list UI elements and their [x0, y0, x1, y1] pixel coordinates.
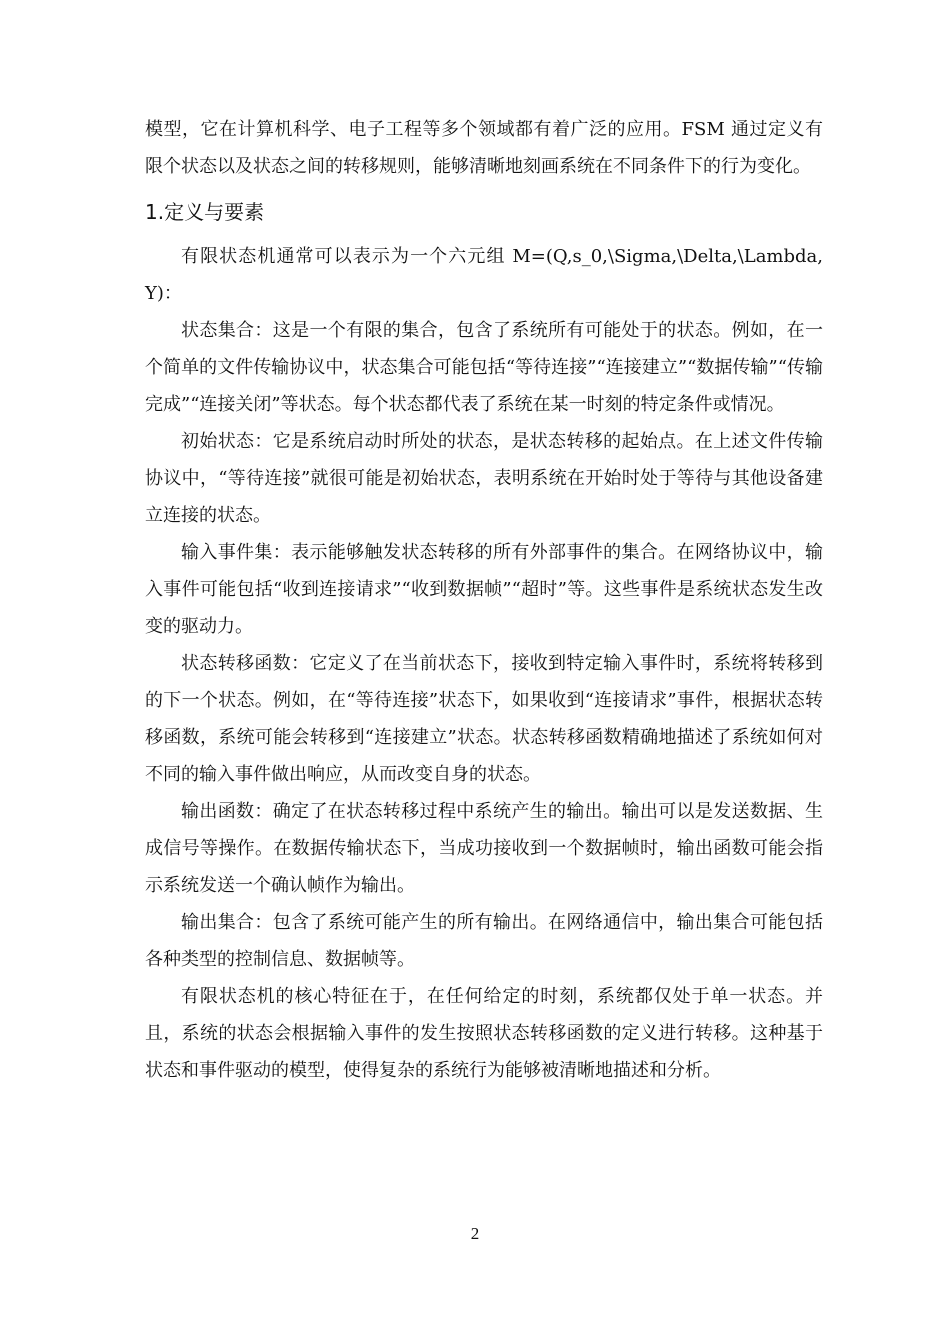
paragraph-transition-function: 状态转移函数：它定义了在当前状态下，接收到特定输入事件时，系统将转移到的下一个状态。例如，在“等待连接”状态下，如果收到“连接请求”事件，根据状态转移函数，系统可能会转移到“连接建立”状态。状态转移函数精确地描述了系统如何对不同的输入事件做出响应，从而改变自身的状态。 — [145, 653, 823, 785]
intro-paragraph: 模型，它在计算机科学、电子工程等多个领域都有着广泛的应用。FSM 通过定义有限个状态以及状态之间的转移规则，能够清晰地刻画系统在不同条件下的行为变化。 — [145, 119, 823, 177]
paragraph-six-tuple: 有限状态机通常可以表示为一个六元组 M=(Q,s_0,\Sigma,\Delta,\Lambda,Y)： — [145, 246, 823, 304]
page-body — [145, 111, 823, 1089]
paragraph-output-set: 输出集合：包含了系统可能产生的所有输出。在网络通信中，输出集合可能包括各种类型的控制信息、数据帧等。 — [145, 912, 823, 970]
paragraph-output-function: 输出函数：确定了在状态转移过程中系统产生的输出。输出可以是发送数据、生成信号等操作。在数据传输状态下，当成功接收到一个数据帧时，输出函数可能会指示系统发送一个确认帧作为输出。 — [145, 801, 823, 896]
paragraph-initial-state: 初始状态：它是系统启动时所处的状态，是状态转移的起始点。在上述文件传输协议中，“等待连接”就很可能是初始状态，表明系统在开始时处于等待与其他设备建立连接的状态。 — [145, 431, 823, 526]
paragraph-input-events: 输入事件集：表示能够触发状态转移的所有外部事件的集合。在网络协议中，输入事件可能包括“收到连接请求”“收到数据帧”“超时”等。这些事件是系统状态发生改变的驱动力。 — [145, 542, 823, 637]
paragraph-core-feature: 有限状态机的核心特征在于，在任何给定的时刻，系统都仅处于单一状态。并且，系统的状态会根据输入事件的发生按照状态转移函数的定义进行转移。这种基于状态和事件驱动的模型，使得复杂的系统行为能够被清晰地描述和分析。 — [145, 986, 823, 1081]
page-number: 2 — [470, 1224, 480, 1243]
paragraph-state-set: 状态集合：这是一个有限的集合，包含了系统所有可能处于的状态。例如，在一个简单的文件传输协议中，状态集合可能包括“等待连接”“连接建立”“数据传输”“传输完成”“连接关闭”等状态。每个状态都代表了系统在某一时刻的特定条件或情况。 — [145, 320, 823, 415]
section-heading: 1.定义与要素 — [145, 200, 265, 224]
